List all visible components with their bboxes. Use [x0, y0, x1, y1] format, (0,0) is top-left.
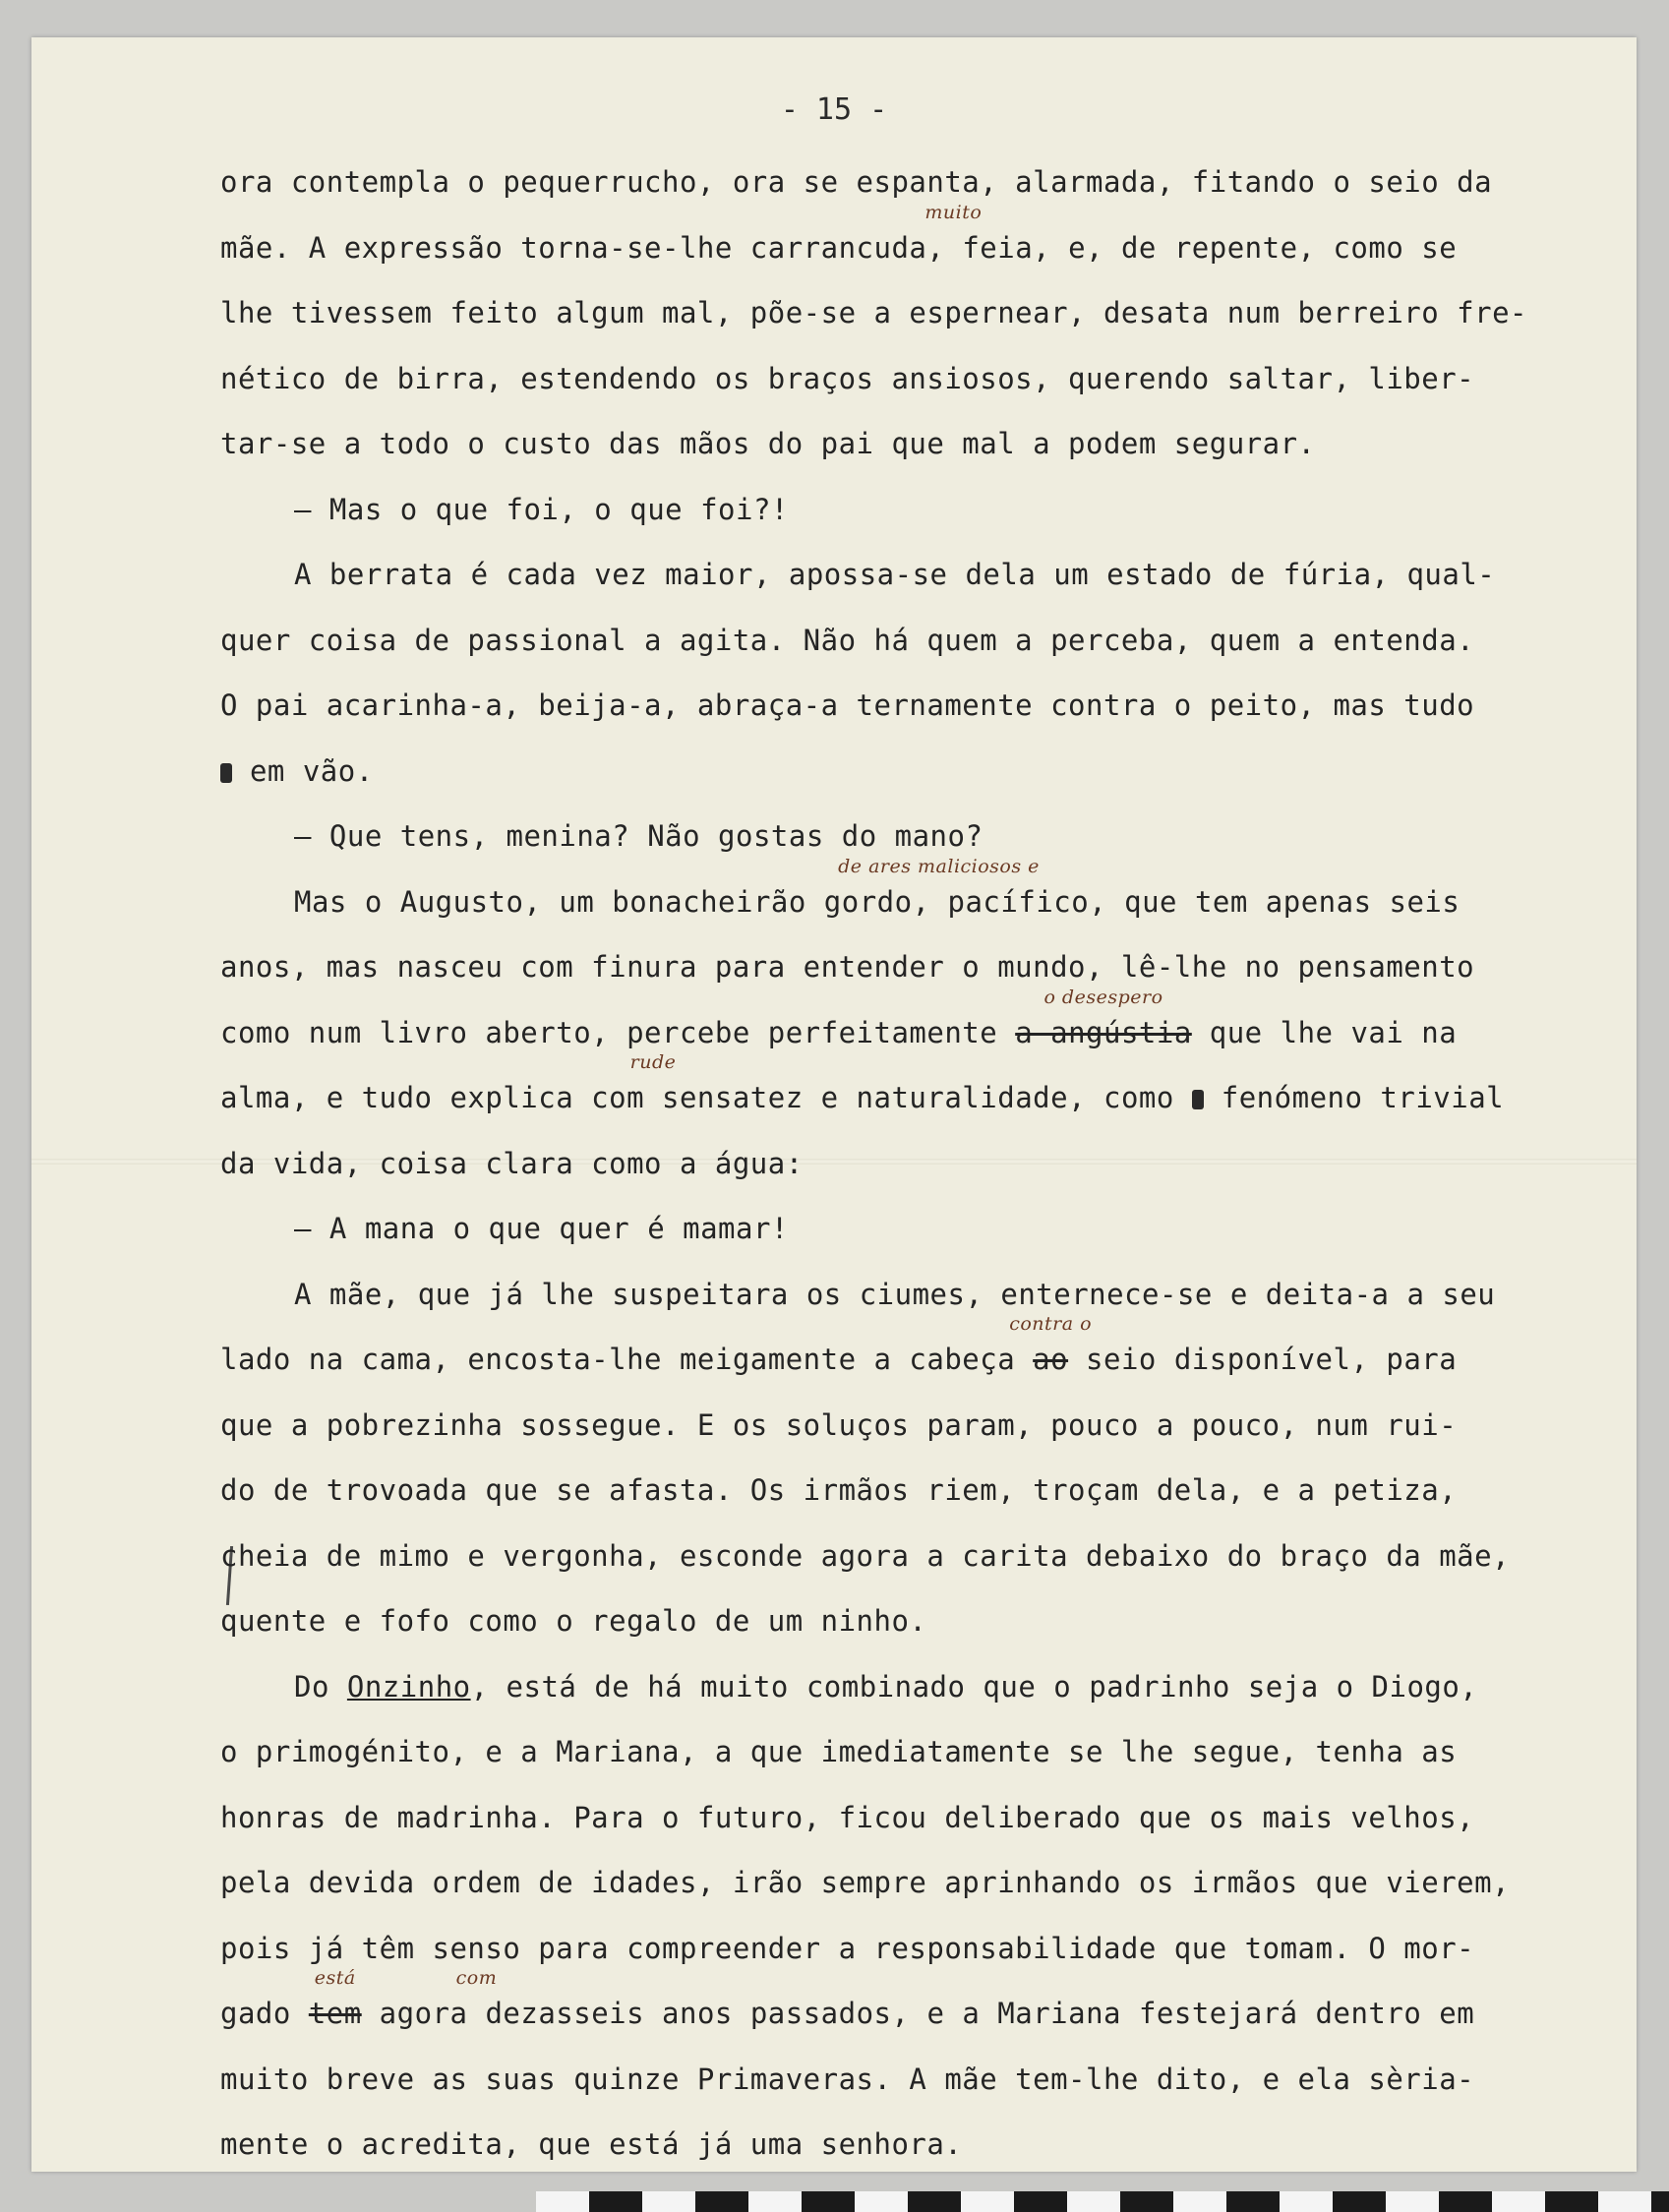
- text-line: mente o acredita, que está já uma senhora.: [220, 2127, 963, 2161]
- typescript-body: [220, 165, 1637, 2172]
- insertion-de-ares: [838, 855, 1040, 920]
- underlined-name: Onzinho: [346, 1669, 471, 1704]
- handwritten-annotation: o desespero: [1043, 986, 1163, 1008]
- handwritten-annotation: com: [455, 1967, 498, 1989]
- text-segment: fenómeno trivial: [1221, 1081, 1505, 1114]
- text-segment: sensatez e naturalidade, como: [662, 1081, 1174, 1114]
- text-segment: dezasseis anos passados, e a Mariana festejará dentro em: [485, 1997, 1475, 2030]
- text-line: quente e fofo como o regalo de um ninho.: [220, 1604, 927, 1638]
- text-line: [220, 1313, 1637, 1408]
- text-line: anos, mas nasceu com finura para entender o mundo, lê-lhe no pensamento: [220, 950, 1475, 984]
- insertion-com: [455, 1967, 498, 2031]
- text-line: — A mana o que quer é mamar!: [294, 1212, 789, 1245]
- insertion-rude: [629, 1051, 677, 1115]
- text-line: honras de madrinha. Para o futuro, ficou deliberado que os mais velhos,: [220, 1800, 1475, 1834]
- text-line: pela devida ordem de idades, irão sempre aprinhando os irmãos que vierem,: [220, 1866, 1511, 1899]
- text-segment: como num livro aberto, percebe perfeitamente: [220, 1015, 998, 1049]
- text-line: do de trovoada que se afasta. Os irmãos riem, troçam dela, e a petiza,: [220, 1473, 1458, 1507]
- text-segment: , está de há muito combinado que o padrinho seja o Diogo,: [470, 1669, 1478, 1704]
- text-segment: Do: [294, 1669, 347, 1704]
- text-segment: seio disponível, para: [1086, 1343, 1458, 1376]
- text-segment: Mas o Augusto, um bonacheirão gordo,: [294, 884, 930, 919]
- text-line: A berrata é cada vez maior, apossa-se dela um estado de fúria, qual-: [294, 558, 1496, 591]
- text-segment: mãe. A expressão torna-se-lhe carrancuda,: [220, 230, 945, 265]
- text-segment: que lhe vai na: [1209, 1015, 1458, 1049]
- text-line: da vida, coisa clara como a água:: [220, 1146, 804, 1180]
- text-line: [220, 1967, 1637, 2063]
- color-scale-bar: [536, 2191, 1669, 2212]
- struck-text: a angústia: [1015, 1015, 1192, 1049]
- page-number: - 15 -: [780, 92, 888, 127]
- text-segment: em vão.: [249, 753, 374, 788]
- ink-blot: [220, 763, 232, 783]
- text-segment: alma, e tudo explica com: [220, 1081, 645, 1114]
- text-segment: agora: [379, 1997, 468, 2030]
- handwritten-annotation: muito: [924, 201, 983, 223]
- text-line: que a pobrezinha sossegue. E os soluços param, pouco a pouco, num rui-: [220, 1407, 1458, 1442]
- text-line: cheia de mimo e vergonha, esconde agora a carita debaixo do braço da mãe,: [220, 1538, 1511, 1573]
- text-line: ora contempla o pequerrucho, ora se espanta, alarmada, fitando o seio da: [220, 165, 1493, 199]
- handwritten-annotation: rude: [629, 1051, 677, 1073]
- text-line: [220, 754, 1637, 820]
- text-segment: gado: [220, 1997, 291, 2030]
- text-line: quer coisa de passional a agita. Não há quem a perceba, quem a entenda.: [220, 623, 1475, 657]
- text-line: tar-se a todo o custo das mãos do pai que mal a podem segurar.: [220, 427, 1316, 460]
- text-line: [220, 1051, 1637, 1147]
- handwritten-annotation: está: [314, 1967, 356, 1989]
- text-line: O pai acarinha-a, beija-a, abraça-a ternamente contra o peito, mas tudo: [220, 688, 1475, 722]
- text-segment: feia, e, de repente, como se: [962, 230, 1458, 265]
- text-line: — Que tens, menina? Não gostas do mano?: [294, 819, 984, 853]
- text-line: lhe tivessem feito algum mal, põe-se a espernear, desata num berreiro fre-: [220, 296, 1528, 329]
- text-line: nético de birra, estendendo os braços ansiosos, querendo saltar, liber-: [220, 361, 1475, 395]
- document-page: [31, 37, 1637, 2172]
- text-line: [220, 986, 1637, 1082]
- text-line: A mãe, que já lhe suspeitara os ciumes, enternece-se e deita-a a seu: [294, 1277, 1496, 1311]
- text-line: pois já têm senso para compreender a responsabilidade que tomam. O mor-: [220, 1931, 1475, 1965]
- ink-blot: [1192, 1090, 1204, 1109]
- correction-contra-o: [1009, 1313, 1093, 1377]
- correction-esta: [308, 1967, 362, 2031]
- handwritten-annotation: de ares maliciosos e: [838, 855, 1040, 877]
- text-line: — Mas o que foi, o que foi?!: [294, 492, 789, 526]
- text-line: [220, 201, 1637, 297]
- text-line: [220, 855, 1637, 951]
- text-line: o primogénito, e a Mariana, a que imediatamente se lhe segue, tenha as: [220, 1735, 1458, 1768]
- correction-o-desespero: [1015, 986, 1192, 1050]
- insertion-muito: [924, 201, 983, 266]
- text-segment: lado na cama, encosta-lhe meigamente a cabeça: [220, 1343, 1016, 1376]
- struck-text: ao: [1033, 1343, 1069, 1376]
- handwritten-annotation: contra o: [1009, 1313, 1093, 1335]
- text-segment: pacífico, que tem apenas seis: [947, 884, 1460, 919]
- text-line: muito breve as suas quinze Primaveras. A mãe tem-lhe dito, e ela sèria-: [220, 2062, 1475, 2096]
- text-line: [220, 1670, 1637, 1736]
- struck-text: tem: [308, 1997, 362, 2030]
